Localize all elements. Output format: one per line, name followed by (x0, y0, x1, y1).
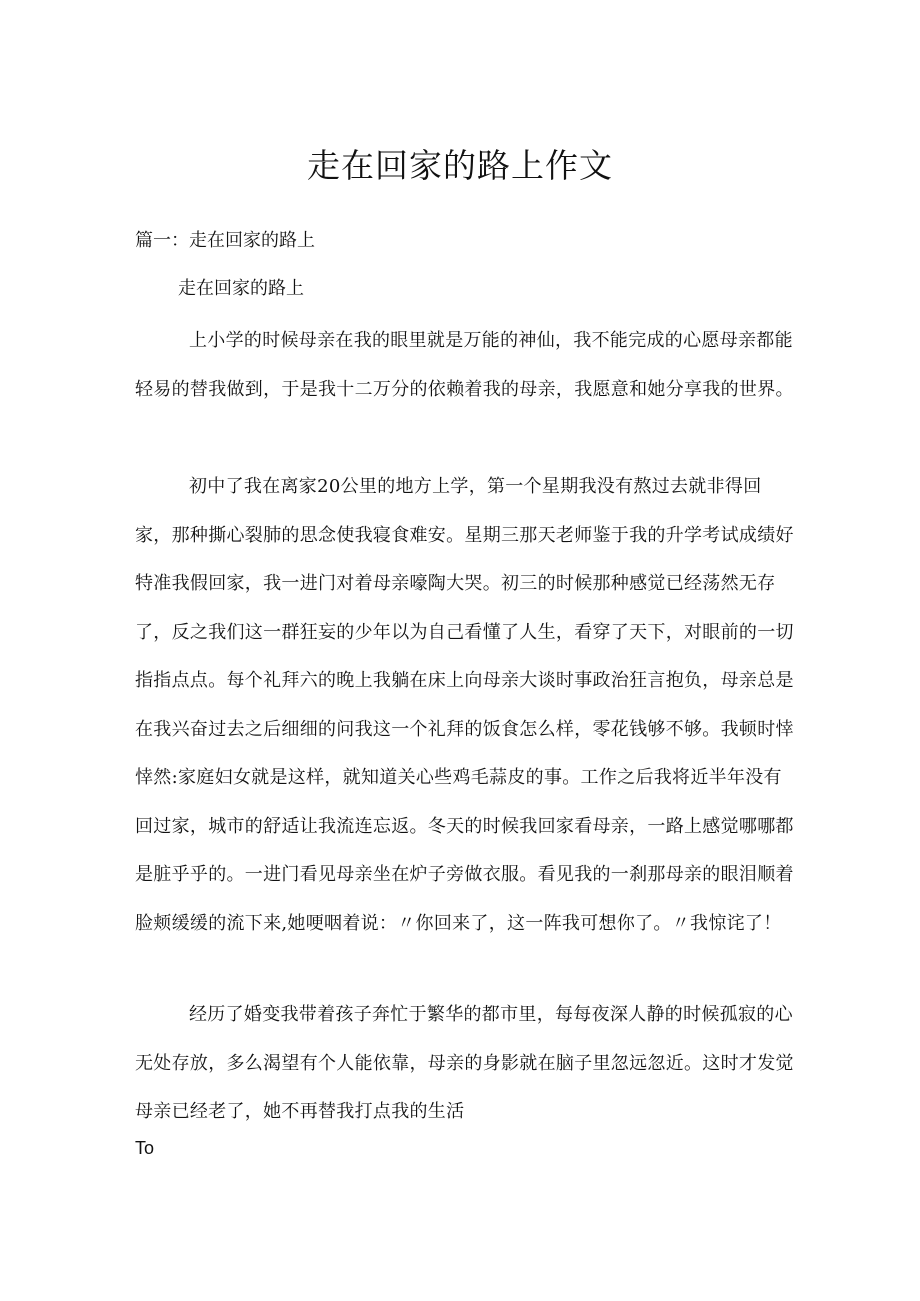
paragraph-1: 上小学的时候母亲在我的眼里就是万能的神仙，我不能完成的心愿母亲都能轻易的替我做到，于是我十二万分的依赖着我的母亲，我愿意和她分享我的世界。 (135, 330, 794, 400)
essay-subtitle: 走在回家的路上 (178, 278, 304, 299)
footer-text: To (135, 1138, 155, 1158)
paragraph-2: 初中了我在离家20公里的地方上学，第一个星期我没有熬过去就非得回家，那种撕心裂肺的思念使我寝食难安。星期三那天老师鉴于我的升学考试成绩好特准我假回家，我一进门对着母亲嚎陶大哭。初三的时候那种感觉已经荡然无存了，反之我们这一群狂妄的少年以为自己看懂了人生，看穿了天下，对眼前的一切指指点点。每个礼拜六的晚上我躺在床上向母亲大谈时事政治狂言抱负，母亲总是在我兴奋过去之后细细的问我这一个礼拜的饭食怎么样，零花钱够不够。我顿时悻悻然:家庭妇女就是这样，就知道关心些鸡毛蒜皮的事。工作之后我将近半年没有回过家，城市的舒适让我流连忘返。冬天的时候我回家看母亲，一路上感觉哪哪都是脏乎乎的。一进门看见母亲坐在炉子旁做衣服。看见我的一刹那母亲的眼泪顺着脸颊缓缓的流下来,她哽咽着说：〃你回来了，这一阵我可想你了。〃我惊诧了！ (135, 476, 794, 934)
paragraph-3: 经历了婚变我带着孩子奔忙于繁华的都市里，每每夜深人静的时候孤寂的心无处存放，多么渴望有个人能依靠，母亲的身影就在脑子里忽远忽近。这时才发觉母亲已经老了，她不再替我打点我的生活 (135, 1004, 794, 1122)
section-heading: 篇一：走在回家的路上 (135, 230, 315, 251)
document-title: 走在回家的路上作文 (307, 146, 613, 185)
